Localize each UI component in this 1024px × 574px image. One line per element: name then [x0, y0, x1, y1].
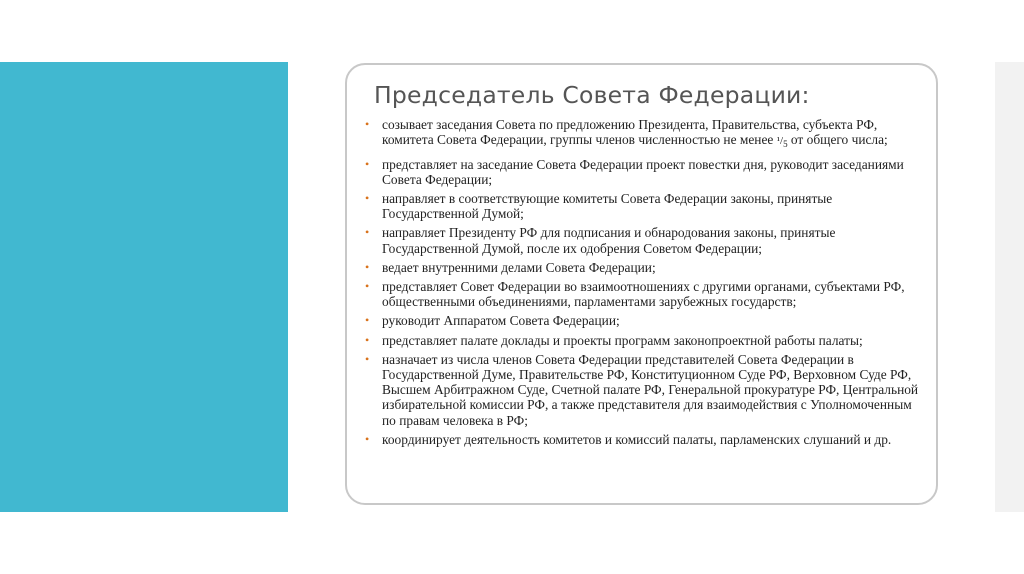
item-text: руководит Аппаратом Совета Федерации; [382, 313, 620, 329]
item-text: направляет Президенту РФ для подписания и обнародования законы, принятые Государственной Думой, после их одобрения Советом Федерации; [382, 225, 836, 256]
item-text: направляет в соответствующие комитеты Совета Федерации законы, принятые Государственной Думой; [382, 191, 833, 222]
list-item [362, 313, 927, 328]
fraction [776, 135, 788, 150]
bullet-icon: • [365, 191, 370, 205]
bullet-icon: • [365, 225, 370, 240]
list-item [362, 432, 927, 447]
bullet-icon: • [365, 117, 370, 131]
item-text: ведает внутренними делами Совета Федерации; [382, 259, 656, 275]
fraction-numerator: ¹/ [776, 135, 784, 148]
bullet-icon: • [365, 279, 370, 294]
list-item [362, 157, 927, 187]
duties-list [362, 117, 927, 451]
item-text: представляет Совет Федерации во взаимоотношениях с другими органами, субъектами РФ, общественными объединениями, парламентами зарубежных государств; [382, 279, 905, 310]
item-text: представляет палате доклады и проекты программ законопроектной работы палаты; [382, 332, 863, 348]
list-item [362, 352, 927, 428]
slide-title: Председатель Совета Федерации: [374, 81, 810, 109]
bullet-icon: • [365, 259, 370, 274]
list-item [362, 225, 927, 255]
list-item [362, 191, 927, 221]
accent-bar [0, 62, 288, 512]
content-card [345, 63, 938, 505]
list-item [362, 260, 927, 275]
fraction-denominator: 5 [783, 139, 788, 150]
item-text: представляет на заседание Совета Федерации проект повестки дня, руководит заседаниями Совета Федерации; [382, 156, 904, 187]
bullet-icon: • [365, 431, 370, 446]
item-text-tail: от общего числа; [787, 132, 888, 148]
list-item [362, 117, 927, 153]
bullet-icon: • [365, 313, 370, 328]
bullet-icon: • [365, 351, 370, 366]
bullet-icon: • [365, 156, 370, 171]
right-edge-strip [995, 62, 1024, 512]
item-text: созывает заседания Совета по предложению Президента, Правительства, субъекта РФ, комитета Совета Федерации, группы членов численностью не менее [382, 117, 878, 148]
list-item [362, 279, 927, 309]
item-text: координирует деятельность комитетов и комиссий палаты, парламенских слушаний и др. [382, 431, 892, 447]
bullet-icon: • [365, 332, 370, 347]
list-item [362, 333, 927, 348]
item-text: назначает из числа членов Совета Федерации представителей Совета Федерации в Государственной Думе, Правительстве РФ, Конституционном Суде РФ, Верховном Суде РФ, Высшем Арбитражном Суде, Счетной палате РФ, Генеральной прокуратуре РФ, Центральной избирательной комиссии РФ, а также представителя для взаимодействия с Уполномоченным по правам человека в РФ; [382, 351, 919, 428]
